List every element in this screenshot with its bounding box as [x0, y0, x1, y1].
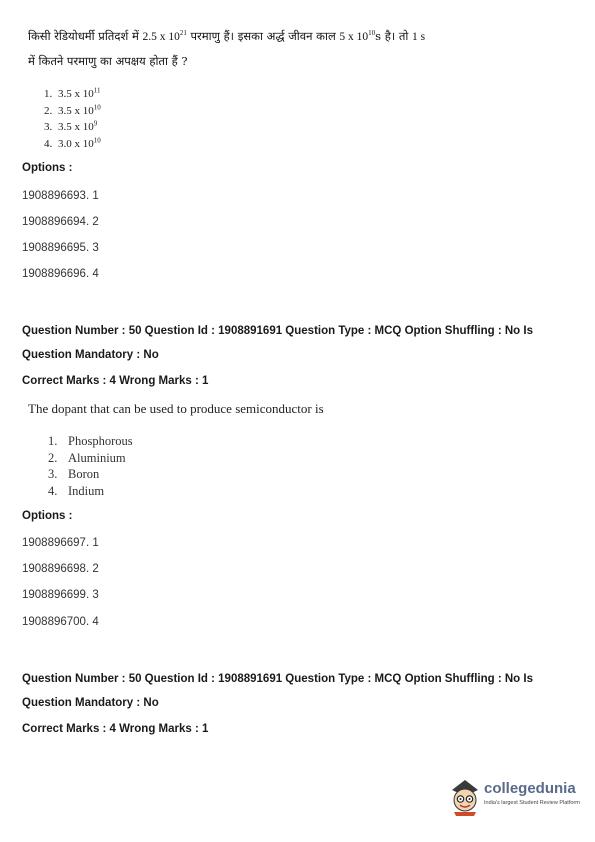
question-header: Question Number : 50 Question Id : 1908891691 Question Type : MCQ Option Shuffling : No Is [22, 673, 533, 685]
option-item: 1908896696. 4 [22, 268, 99, 280]
logo-tagline: India's largest Student Review Platform [484, 800, 580, 806]
options-label: Options : [22, 162, 73, 174]
question-mandatory: Question Mandatory : No [22, 697, 159, 709]
choice-item: 2. 3.5 x $10^{10}$ [44, 102, 101, 117]
question-choice-list [48, 433, 133, 499]
options-label: Options : [22, 510, 73, 522]
question-header: Question Number : 50 Question Id : 1908891691 Question Type : MCQ Option Shuffling : No Is [22, 325, 533, 337]
choice-item: 3. 3.5 x $10^9$ [44, 119, 98, 133]
choice-item: 3. Boron [48, 467, 100, 481]
logo-name: collegedunia [484, 780, 576, 797]
choice-item: 2. Aluminium [48, 450, 126, 465]
option-item: 1908896693. 1 [22, 190, 99, 202]
hindi-question-text: किसी रेडियोधर्मी प्रतिदर्श में 2.5 x $10^{21}$ परमाणु हैं। इसका अर्द्ध जीवन काल 5 x $10^{10}s$ है। तो 1 s में कितने परमाणु का अपक्षय होता हैं ? [28, 29, 426, 68]
option-item: 1908896700. 4 [22, 616, 99, 628]
collegedunia-logo [448, 776, 588, 816]
question-marks: Correct Marks : 4 Wrong Marks : 1 [22, 375, 209, 387]
option-item: 1908896698. 2 [22, 563, 99, 575]
option-item: 1908896694. 2 [22, 216, 99, 228]
choice-item: 1. Phosphorous [48, 434, 133, 448]
option-item: 1908896695. 3 [22, 242, 99, 254]
option-item: 1908896697. 1 [22, 537, 99, 549]
question-mandatory: Question Mandatory : No [22, 349, 159, 361]
choice-item: 1. 3.5 x $10^{11}$ [44, 86, 101, 100]
choice-item: 4. 3.0 x $10^{10}$ [44, 135, 101, 150]
hindi-choice-list [44, 86, 101, 152]
choice-item: 4. Indium [48, 483, 105, 498]
question-marks: Correct Marks : 4 Wrong Marks : 1 [22, 723, 209, 735]
question-text: The dopant that can be used to produce semiconductor is [28, 401, 324, 416]
option-item: 1908896699. 3 [22, 589, 99, 601]
mascot-icon [448, 776, 482, 816]
